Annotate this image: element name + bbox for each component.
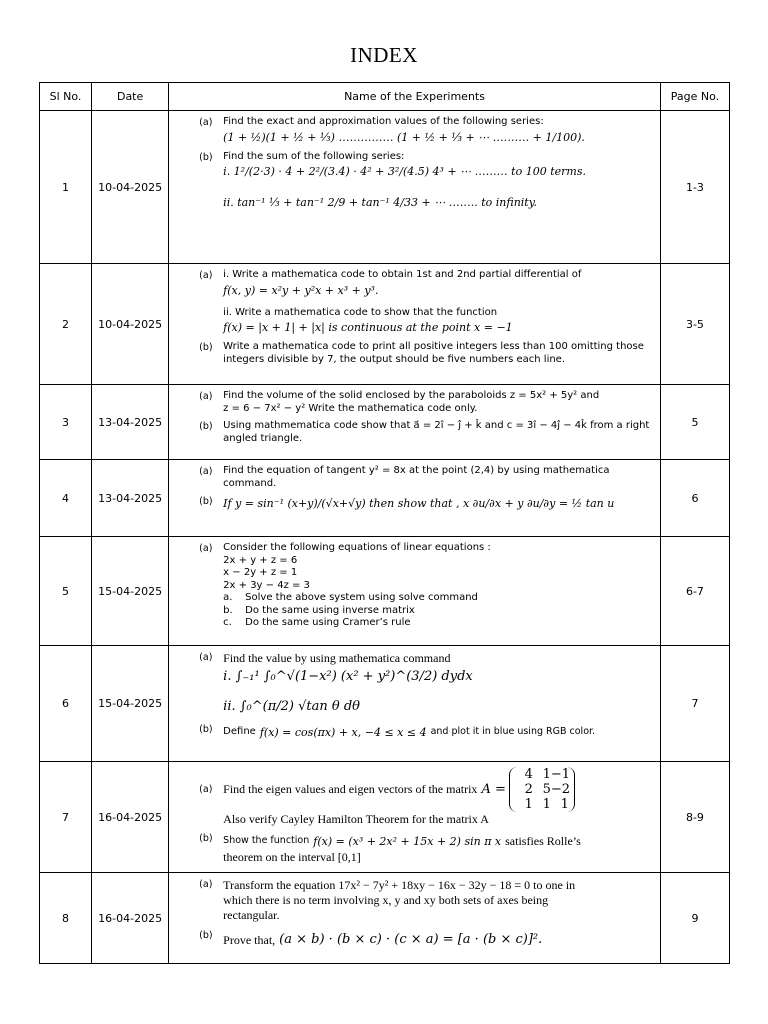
matrix-cell: 1 — [524, 797, 533, 812]
date-cell: 10-04-2025 — [92, 264, 169, 385]
page-cell: 5 — [660, 385, 729, 460]
sub-item-text: Do the same using Cramer’s rule — [245, 617, 411, 628]
item-text: Find the equation of tangent y² = 8x at the point (2,4) by using mathematica — [223, 465, 610, 476]
item-text: Write a mathematica code to print all positive integers less than 100 omitting those — [223, 341, 644, 352]
item-label: (a) — [199, 784, 213, 795]
item-text: Consider the following equations of linear equations : — [223, 542, 491, 553]
table-row — [40, 460, 730, 537]
item-text: Transform the equation 17x² − 7y² + 18xy − 16x − 32y − 18 = 0 to one in — [223, 878, 576, 892]
sub-item-text: Solve the above system using solve command — [245, 592, 478, 603]
matrix-cell: 2 — [524, 782, 533, 797]
table-row — [40, 264, 730, 385]
experiment-cell — [169, 537, 661, 646]
item-math: (1 + ½)(1 + ½ + ⅓) …………… (1 + ½ + ⅓ + ⋯ ………. + 1/100). — [223, 130, 585, 144]
date-cell: 16-04-2025 — [92, 762, 169, 873]
date-cell: 13-04-2025 — [92, 460, 169, 537]
item-text: angled triangle. — [223, 432, 303, 444]
item-label: (a) — [199, 543, 213, 554]
item-label: (b) — [199, 496, 213, 507]
matrix-row — [515, 782, 569, 797]
item-text: Find the exact and approximation values of the following series: — [223, 116, 544, 127]
sub-item-label: c. — [223, 617, 232, 628]
equation-line: x − 2y + z = 1 — [223, 567, 298, 578]
item-math: f(x, y) = x²y + y²x + x³ + y³. — [223, 283, 379, 297]
experiment-cell — [169, 385, 661, 460]
experiment-cell — [169, 762, 661, 873]
sl-cell: 5 — [40, 537, 92, 646]
item-label: (a) — [199, 391, 213, 402]
sl-cell: 4 — [40, 460, 92, 537]
item-label: (a) — [199, 270, 213, 281]
item-math: f(x) = |x + 1| + |x| is continuous at the point x = −1 — [223, 321, 513, 334]
item-text: rectangular. — [223, 908, 280, 922]
item-text: Define — [223, 725, 256, 737]
table-row — [40, 762, 730, 873]
matrix-cell: −2 — [550, 782, 571, 797]
item-math: f(x) = cos(πx) + x, −4 ≤ x ≤ 4 — [259, 725, 427, 739]
item-label: (b) — [199, 342, 213, 353]
sl-cell: 7 — [40, 762, 92, 873]
page-cell: 6 — [660, 460, 729, 537]
item-text: command. — [223, 477, 277, 489]
table-row — [40, 537, 730, 646]
header-row — [40, 83, 730, 111]
item-text: Also verify Cayley Hamilton Theorem for the matrix A — [223, 812, 489, 826]
item-math: ii. ∫₀^(π/2) √tan θ dθ — [223, 699, 360, 714]
item-label: (b) — [199, 724, 213, 735]
item-text: z = 6 − 7x² − y² Write the mathematica code only. — [223, 402, 478, 414]
sl-cell: 3 — [40, 385, 92, 460]
matrix-cell: 4 — [524, 767, 533, 782]
sub-item — [223, 592, 652, 605]
item-text: Show the function — [223, 834, 310, 846]
item-text: Find the eigen values and eigen vectors of the matrix — [223, 782, 478, 796]
item-label: (a) — [199, 652, 213, 663]
item-text: Prove that, — [223, 932, 276, 947]
item-text: which there is no term involving x, y and xy both sets of axes being — [223, 893, 549, 907]
table-row — [40, 111, 730, 264]
sub-item-text: Do the same using inverse matrix — [245, 604, 415, 616]
item-text: i. Write a mathematica code to obtain 1st and 2nd partial differential of — [223, 269, 582, 280]
matrix-cell: 1 — [542, 767, 551, 782]
page-cell: 6-7 — [660, 537, 729, 646]
matrix-cell: 5 — [542, 782, 551, 797]
page-cell: 1-3 — [660, 111, 729, 264]
experiment-cell — [169, 111, 661, 264]
header-page: Page No. — [660, 83, 729, 111]
sub-item-label: a. — [223, 592, 233, 603]
item-text: Using mathmematica code show that a⃗ = 2î − ĵ + k̂ and c = 3î − 4ĵ − 4k̂ from a right — [223, 420, 650, 431]
item-math: ii. tan⁻¹ ⅓ + tan⁻¹ 2/9 + tan⁻¹ 4/33 + ⋯ …….. to infinity. — [223, 196, 537, 209]
experiment-cell — [169, 264, 661, 385]
sl-cell: 1 — [40, 111, 92, 264]
matrix-cell: 1 — [542, 797, 551, 812]
header-date: Date — [92, 83, 169, 111]
sl-cell: 8 — [40, 873, 92, 964]
item-text: theorem on the interval [0,1] — [223, 850, 361, 864]
equation-line: 2x + 3y − 4z = 3 — [223, 579, 310, 591]
item-text: Find the value by using mathematica command — [223, 651, 451, 665]
item-text: integers divisible by 7, the output should be five numbers each line. — [223, 353, 566, 365]
date-cell: 16-04-2025 — [92, 873, 169, 964]
sl-cell: 6 — [40, 646, 92, 762]
item-label: (a) — [199, 117, 213, 128]
page-cell: 9 — [660, 873, 729, 964]
matrix-row — [515, 767, 569, 782]
equation-line: 2x + y + z = 6 — [223, 554, 298, 566]
experiment-cell — [169, 460, 661, 537]
header-sl: Sl No. — [40, 83, 92, 111]
item-label: (b) — [199, 833, 213, 844]
table-row — [40, 873, 730, 964]
sub-item-label: b. — [223, 604, 233, 616]
matrix-A — [509, 767, 575, 812]
item-label: (b) — [199, 930, 213, 941]
matrix-cell: −1 — [550, 767, 571, 782]
table-row — [40, 646, 730, 762]
sl-cell: 2 — [40, 264, 92, 385]
date-cell: 13-04-2025 — [92, 385, 169, 460]
item-label: (b) — [199, 151, 213, 163]
item-label: (a) — [199, 879, 213, 890]
item-math: i. 1²/(2·3) · 4 + 2²/(3.4) · 4² + 3²/(4.5) 4³ + ⋯ ……… to 100 terms. — [223, 165, 586, 178]
item-text: and plot it in blue using RGB color. — [430, 725, 596, 737]
item-text: satisfies Rolle’s — [505, 833, 581, 848]
item-math: f(x) = (x³ + 2x² + 15x + 2) sin π x — [313, 834, 502, 848]
item-math: i. ∫₋₁¹ ∫₀^√(1−x²) (x² + y²)^(3/2) dydx — [223, 669, 473, 684]
matrix-row — [515, 797, 569, 812]
item-math: If y = sin⁻¹ (x+y)/(√x+√y) then show that , x ∂u/∂x + y ∂u/∂y = ½ tan u — [223, 497, 615, 510]
item-text: ii. Write a mathematica code to show that the function — [223, 306, 498, 318]
table-row — [40, 385, 730, 460]
page-title: INDEX — [350, 43, 418, 67]
experiment-cell — [169, 873, 661, 964]
item-label: (a) — [199, 466, 213, 477]
sub-item — [223, 605, 652, 618]
matrix-cell: 1 — [560, 797, 569, 812]
header-name: Name of the Experiments — [169, 83, 661, 111]
experiment-cell — [169, 646, 661, 762]
date-cell: 15-04-2025 — [92, 646, 169, 762]
page-cell: 8-9 — [660, 762, 729, 873]
item-math: (a × b) · (b × c) · (c × a) = [a · (b × c)]². — [279, 932, 543, 947]
date-cell: 15-04-2025 — [92, 537, 169, 646]
page-cell: 3-5 — [660, 264, 729, 385]
item-text: Find the volume of the solid enclosed by the paraboloids z = 5x² + 5y² and — [223, 390, 600, 401]
item-label: (b) — [199, 421, 213, 432]
sub-item — [223, 617, 652, 630]
date-cell: 10-04-2025 — [92, 111, 169, 264]
item-math: A = — [481, 781, 506, 797]
index-table — [39, 82, 730, 964]
page-cell: 7 — [660, 646, 729, 762]
item-text: Find the sum of the following series: — [223, 150, 405, 162]
